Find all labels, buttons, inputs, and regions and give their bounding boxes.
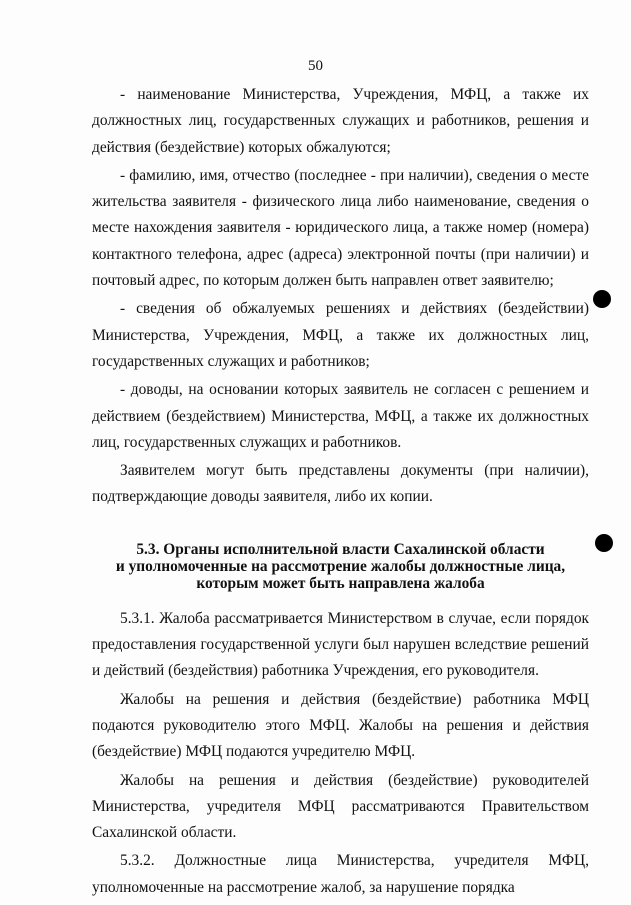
paragraph-supporting-documents: Заявителем могут быть представлены документы (при наличии), подтверждающие доводы заявителя, либо их копии. [92,462,589,506]
paragraph-appealed-decisions: - сведения об обжалуемых решениях и действиях (бездействии) Министерства, Учреждения, МФЦ, а также их должностных лиц, государственных служащих и работников; [92,300,589,370]
punch-hole-mark [593,290,611,308]
paragraph-arguments: - доводы, на основании которых заявитель не согласен с решением и действием (бездействием) Министерства, МФЦ, а также их должностных лиц, государственных служащих и работников. [92,381,589,451]
paragraph-5-3-1: 5.3.1. Жалоба рассматривается Министерством в случае, если порядок предоставления государственной услуги был нарушен вследствие решений и действий (бездействия) работника Учреждения, его руководителя. [92,609,589,680]
punch-hole-mark [595,534,613,552]
paragraph-applicant-details: - фамилию, имя, отчество (последнее - при наличии), сведения о месте жительства заявителя - физического лица либо наименование, сведения о месте нахождения заявителя - юридического лица, а также номер (номера) контактного телефона, адрес (адреса) электронной почты (при наличии) и почтовый адрес, по которым должен быть направлен ответ заявителю; [92,166,589,290]
document-body [92,82,589,903]
paragraph-5-3-2: 5.3.2. Должностные лица Министерства, учредителя МФЦ, уполномоченные на рассмотрение жалоб, за нарушение порядка [92,852,589,896]
heading-line: которым может быть направлена жалоба [196,574,485,592]
heading-line: 5.3. Органы исполнительной власти Сахалинской области [136,540,545,558]
paragraph-subject-of-complaint: - наименование Министерства, Учреждения, МФЦ, а также их должностных лиц, государственных служащих и работников, решения и действия (бездействие) которых обжалуются; [92,86,589,156]
heading-line: и уполномоченные на рассмотрение жалобы должностные лица, [115,557,566,575]
paragraph-government-review: Жалобы на решения и действия (бездействие) руководителей Министерства, учредителя МФЦ рассматриваются Правительством Сахалинской области. [92,771,589,842]
paragraph-mfc-complaints: Жалобы на решения и действия (бездействие) работника МФЦ подаются руководителю этого МФЦ. Жалобы на решения и действия (бездействие) МФЦ подаются учредителю МФЦ. [92,690,589,761]
section-heading [92,541,589,592]
page-number: 50 [308,58,323,74]
